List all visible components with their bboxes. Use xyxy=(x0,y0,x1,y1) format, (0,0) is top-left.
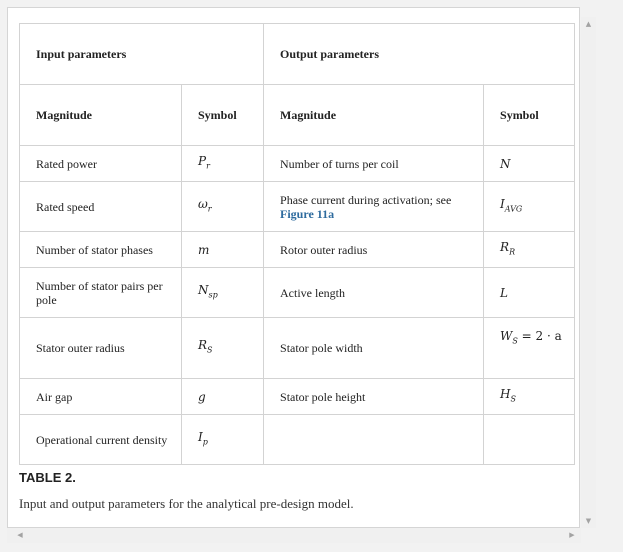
output-magnitude-cell: Phase current during activation; see Figure 11a xyxy=(264,182,484,232)
table-panel xyxy=(7,7,580,528)
output-magnitude-cell: Stator pole height xyxy=(264,379,484,415)
output-symbol-cell xyxy=(484,268,575,318)
input-magnitude-cell: Number of stator pairs per pole xyxy=(20,268,182,318)
table-row xyxy=(20,232,575,268)
scroll-up-icon[interactable]: ▲ xyxy=(585,20,592,28)
math-symbol: $W_S = 2 \cdot a$ xyxy=(500,329,562,346)
math-symbol: m xyxy=(198,242,210,257)
input-symbol-cell xyxy=(182,182,264,232)
input-symbol-cell xyxy=(182,379,264,415)
input-magnitude-cell: Air gap xyxy=(20,379,182,415)
input-symbol-cell xyxy=(182,415,264,465)
input-symbol-cell xyxy=(182,318,264,379)
table-row xyxy=(20,318,575,379)
output-symbol-cell xyxy=(484,182,575,232)
math-symbol: N xyxy=(500,156,511,171)
input-magnitude-cell: Operational current density xyxy=(20,415,182,465)
output-magnitude-cell xyxy=(264,415,484,465)
input-magnitude-cell: Rated speed xyxy=(20,182,182,232)
input-magnitude-cell: Number of stator phases xyxy=(20,232,182,268)
group-header-input: Input parameters xyxy=(20,24,264,85)
column-header-input-magnitude: Magnitude xyxy=(20,85,182,146)
table-row xyxy=(20,415,575,465)
horizontal-scrollbar[interactable] xyxy=(7,528,581,543)
table-row xyxy=(20,268,575,318)
math-symbol: $R_R$ xyxy=(500,239,516,257)
table-caption-text: Input and output parameters for the analytical pre-design model. xyxy=(19,496,354,511)
math-symbol: $R_S$ xyxy=(198,338,213,355)
scroll-down-icon[interactable]: ▼ xyxy=(585,517,592,525)
output-symbol-cell xyxy=(484,146,575,182)
output-magnitude-cell: Rotor outer radius xyxy=(264,232,484,268)
scroll-left-icon[interactable]: ◀ xyxy=(17,531,23,539)
table-container xyxy=(19,23,574,465)
column-header-output-symbol: Symbol xyxy=(484,85,575,146)
scroll-right-icon[interactable]: ▶ xyxy=(569,531,575,539)
input-symbol-cell xyxy=(182,232,264,268)
output-magnitude-cell: Stator pole width xyxy=(264,318,484,379)
output-symbol-cell xyxy=(484,379,575,415)
math-symbol: L xyxy=(500,285,508,300)
math-symbol: $H_S$ xyxy=(500,386,516,404)
parameters-table xyxy=(19,23,575,465)
column-header-input-symbol: Symbol xyxy=(182,85,264,146)
table-row xyxy=(20,182,575,232)
output-symbol-cell xyxy=(484,415,575,465)
table-row xyxy=(20,146,575,182)
output-symbol-cell xyxy=(484,232,575,268)
column-header-output-magnitude: Magnitude xyxy=(264,85,484,146)
input-symbol-cell xyxy=(182,146,264,182)
input-magnitude-cell: Stator outer radius xyxy=(20,318,182,379)
output-magnitude-cell: Active length xyxy=(264,268,484,318)
figure-11a-link[interactable]: Figure 11a xyxy=(280,206,335,221)
math-symbol: $I_p$ xyxy=(198,429,208,447)
math-symbol: $N_{sp}$ xyxy=(198,282,218,300)
output-symbol-cell xyxy=(484,318,575,379)
table-caption-title: TABLE 2. xyxy=(19,470,76,485)
math-symbol: $\omega_r$ xyxy=(198,196,212,214)
input-symbol-cell xyxy=(182,268,264,318)
math-symbol: $I_{AVG}$ xyxy=(500,196,523,214)
math-symbol: g xyxy=(198,389,206,404)
group-header-output: Output parameters xyxy=(264,24,575,85)
column-header-row xyxy=(20,85,575,146)
input-magnitude-cell: Rated power xyxy=(20,146,182,182)
output-magnitude-cell: Number of turns per coil xyxy=(264,146,484,182)
math-symbol: $P_r$ xyxy=(198,153,210,171)
group-header-row xyxy=(20,24,575,85)
table-row xyxy=(20,379,575,415)
vertical-scrollbar[interactable] xyxy=(581,17,596,528)
